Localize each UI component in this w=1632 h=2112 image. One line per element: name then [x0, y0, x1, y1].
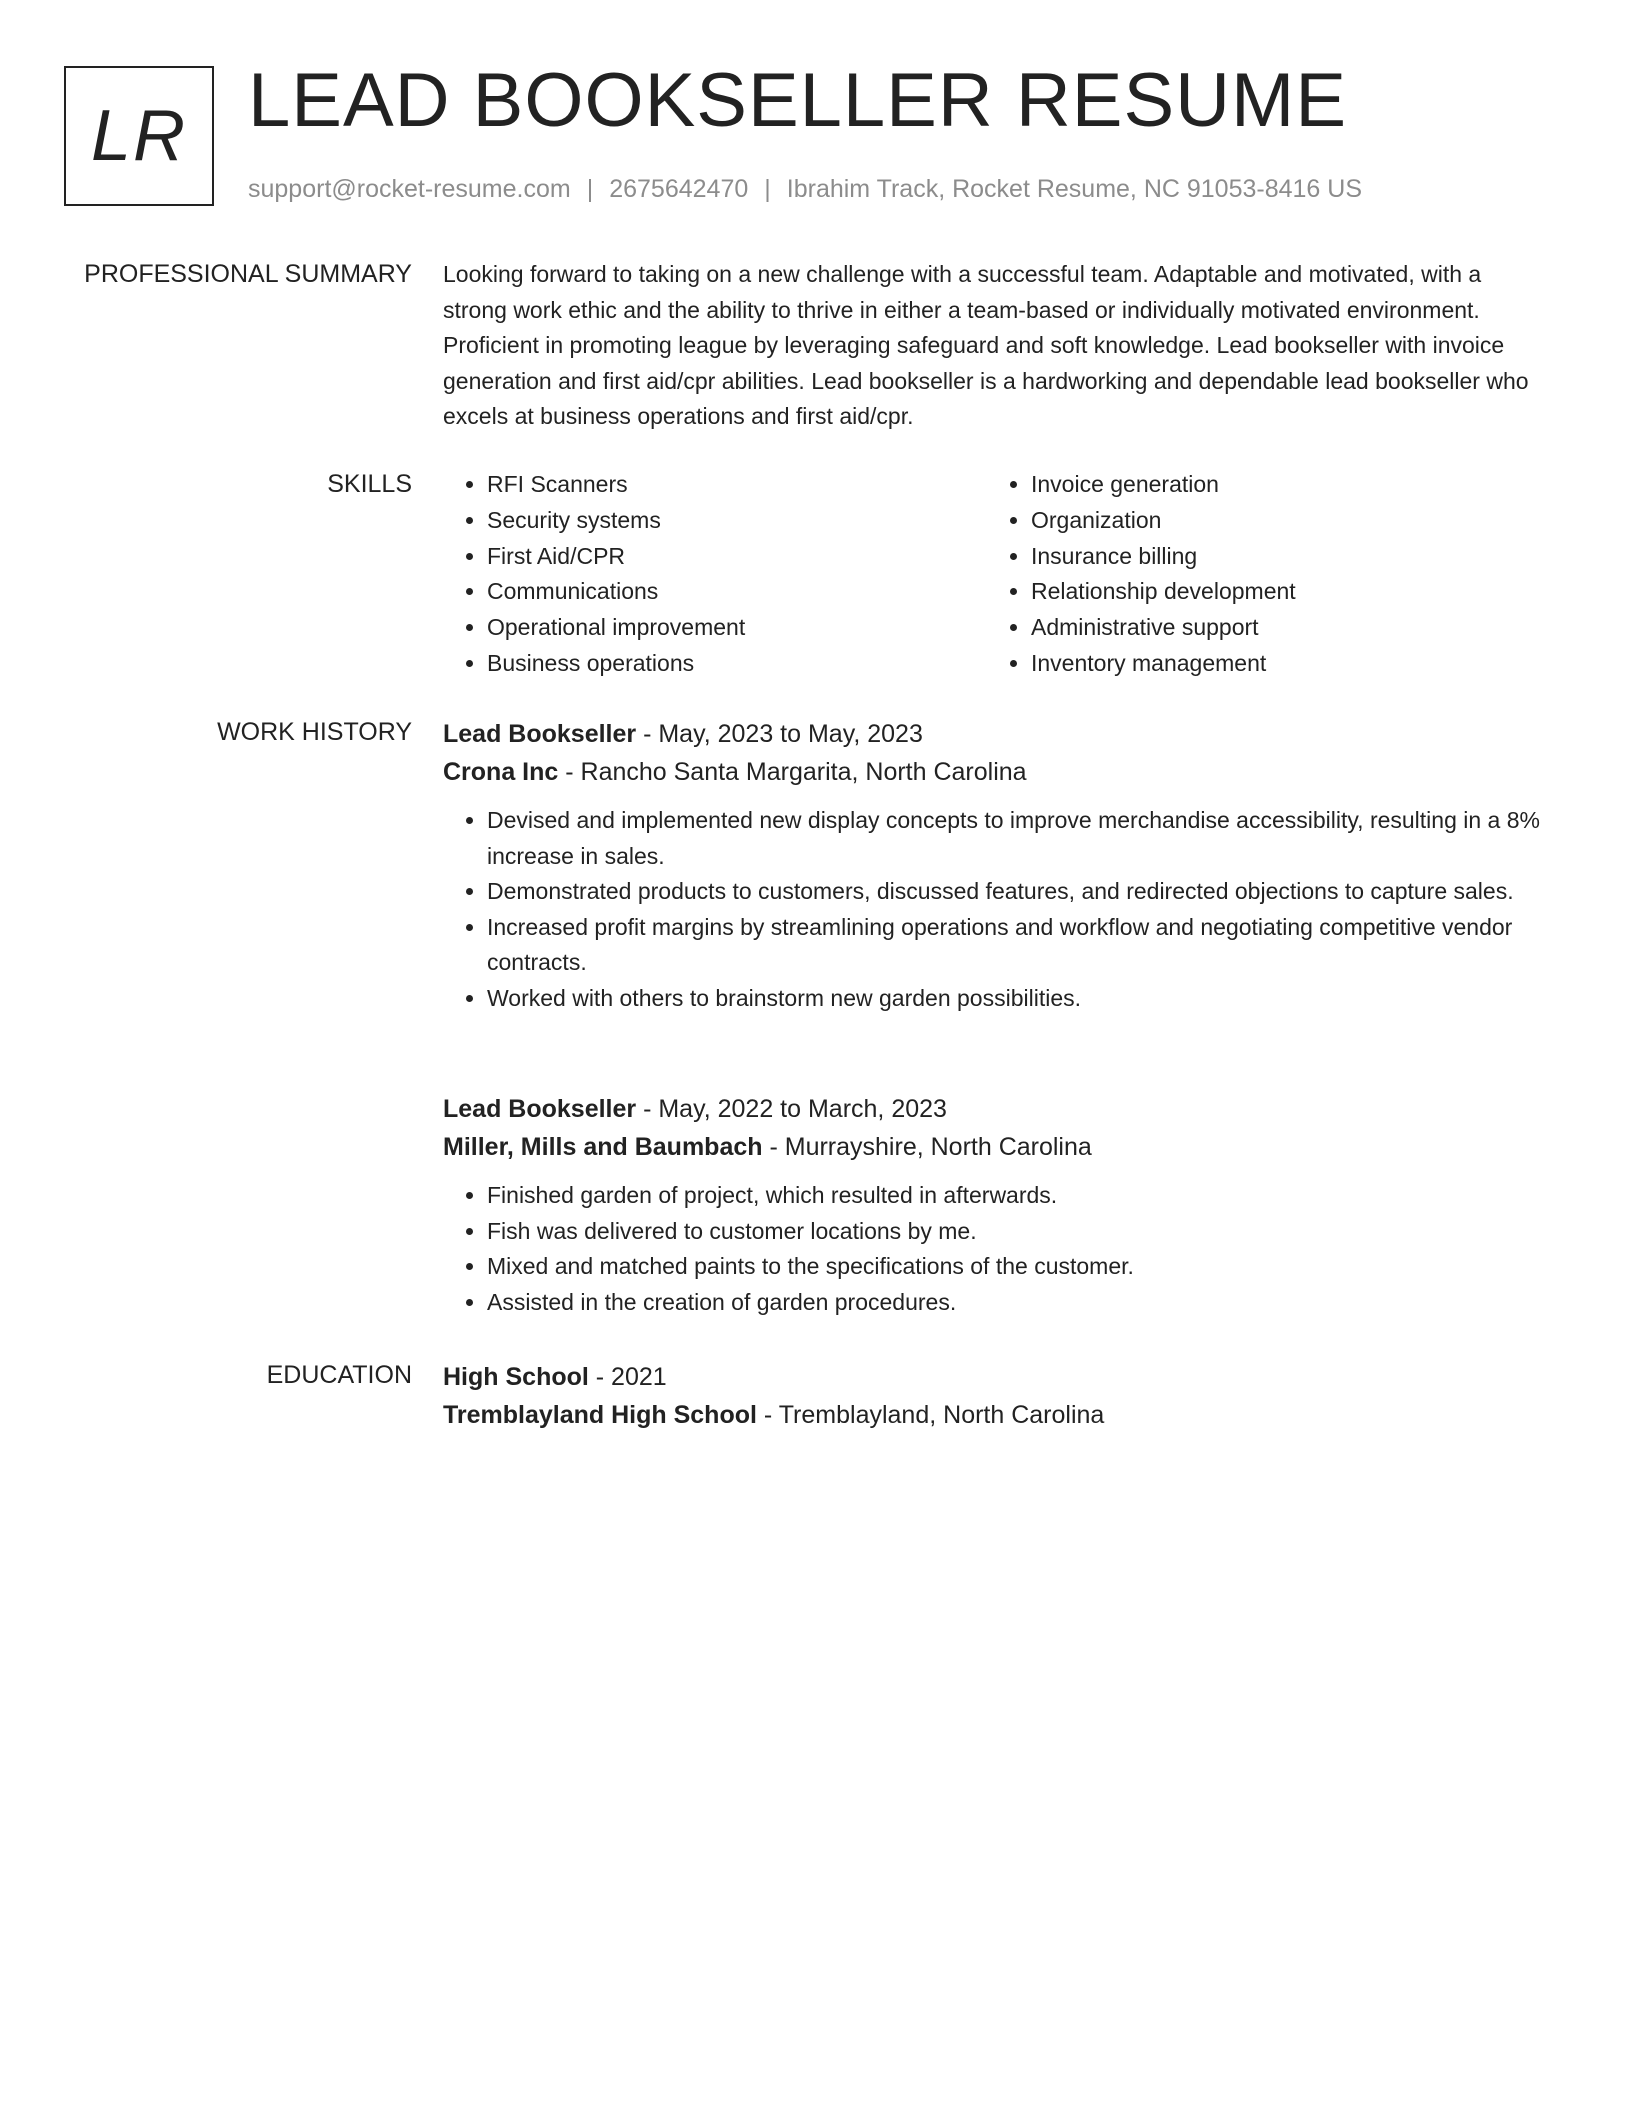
job-bullet: • Devised and implemented new display concepts to improve merchandise accessibility, resulting in a 8% increase in sales.	[487, 803, 1543, 874]
contact-address: Ibrahim Track, Rocket Resume, NC 91053-8416 US	[786, 175, 1363, 203]
job-company: Miller, Mills and Baumbach	[443, 1133, 763, 1161]
work-body	[443, 715, 1543, 1017]
education-body	[443, 1358, 1543, 1434]
education-school: Tremblayland High School	[443, 1401, 757, 1429]
contact-line	[248, 173, 1362, 205]
education-degree-line	[443, 1358, 1543, 1396]
job-title-line	[443, 1090, 1543, 1128]
job-entry	[443, 1090, 1543, 1320]
education-school-line	[443, 1396, 1543, 1434]
skills-body	[443, 467, 1543, 682]
skill-item: • First Aid/CPR	[487, 539, 987, 575]
education-location: - Tremblayland, North Carolina	[756, 1401, 1105, 1429]
job-bullet: • Mixed and matched paints to the specifications of the customer.	[487, 1249, 1543, 1285]
skill-item: • Security systems	[487, 503, 987, 539]
job-title: Lead Bookseller	[443, 720, 637, 748]
skill-item: • Insurance billing	[1031, 539, 1531, 575]
monogram-box	[64, 66, 214, 206]
contact-separator: |	[764, 175, 771, 203]
work-body-2	[443, 1090, 1543, 1320]
summary-heading: PROFESSIONAL SUMMARY	[84, 260, 412, 288]
skill-item: • Communications	[487, 574, 987, 610]
job-dates: - May, 2022 to March, 2023	[636, 1095, 947, 1123]
skill-item: • Organization	[1031, 503, 1531, 539]
skill-item: • RFI Scanners	[487, 467, 987, 503]
job-bullet: • Fish was delivered to customer locations by me.	[487, 1214, 1543, 1250]
job-bullet: • Worked with others to brainstorm new garden possibilities.	[487, 981, 1543, 1017]
job-bullets	[443, 803, 1543, 1017]
job-bullet: • Finished garden of project, which resulted in afterwards.	[487, 1178, 1543, 1214]
contact-separator: |	[586, 175, 594, 203]
monogram-initials: LR	[90, 96, 188, 176]
summary-body	[443, 257, 1543, 435]
skills-list-left	[443, 467, 987, 682]
work-heading: WORK HISTORY	[217, 718, 412, 746]
resume-title: LEAD BOOKSELLER RESUME	[248, 58, 1348, 143]
education-heading: EDUCATION	[266, 1361, 412, 1389]
job-company-line	[443, 1128, 1543, 1166]
skill-item: • Administrative support	[1031, 610, 1531, 646]
job-location: - Rancho Santa Margarita, North Carolina	[558, 758, 1027, 786]
skill-item: • Inventory management	[1031, 646, 1531, 682]
summary-text: Looking forward to taking on a new challenge with a successful team. Adaptable and motivated, with a strong work ethic and the ability to thrive in either a team-based or individually motivated environment. Proficient in promoting league by leveraging safeguard and soft knowledge. Lead bookseller with invoice generation and first aid/cpr abilities. Lead bookseller is a hardworking and dependable lead bookseller who excels at business operations and first aid/cpr.	[443, 261, 1529, 430]
skill-item: • Invoice generation	[1031, 467, 1531, 503]
education-year: - 2021	[588, 1363, 667, 1391]
job-entry	[443, 715, 1543, 1017]
skills-heading: SKILLS	[327, 470, 412, 498]
job-bullet: • Demonstrated products to customers, discussed features, and redirected objections to capture sales.	[487, 874, 1543, 910]
contact-email: support@rocket-resume.com	[248, 175, 571, 203]
skill-item: • Business operations	[487, 646, 987, 682]
job-title-line	[443, 715, 1543, 753]
contact-phone: 2675642470	[609, 175, 749, 203]
job-dates: - May, 2023 to May, 2023	[636, 720, 923, 748]
job-bullets	[443, 1178, 1543, 1320]
job-bullet: • Increased profit margins by streamlining operations and workflow and negotiating competitive vendor contracts.	[487, 910, 1543, 981]
job-location: - Murrayshire, North Carolina	[762, 1133, 1092, 1161]
skill-item: • Operational improvement	[487, 610, 987, 646]
job-company-line	[443, 753, 1543, 791]
job-title: Lead Bookseller	[443, 1095, 637, 1123]
job-company: Crona Inc	[443, 758, 559, 786]
education-degree: High School	[443, 1363, 589, 1391]
skills-list-right	[987, 467, 1531, 682]
job-bullet: • Assisted in the creation of garden procedures.	[487, 1285, 1543, 1321]
skill-item: • Relationship development	[1031, 574, 1531, 610]
